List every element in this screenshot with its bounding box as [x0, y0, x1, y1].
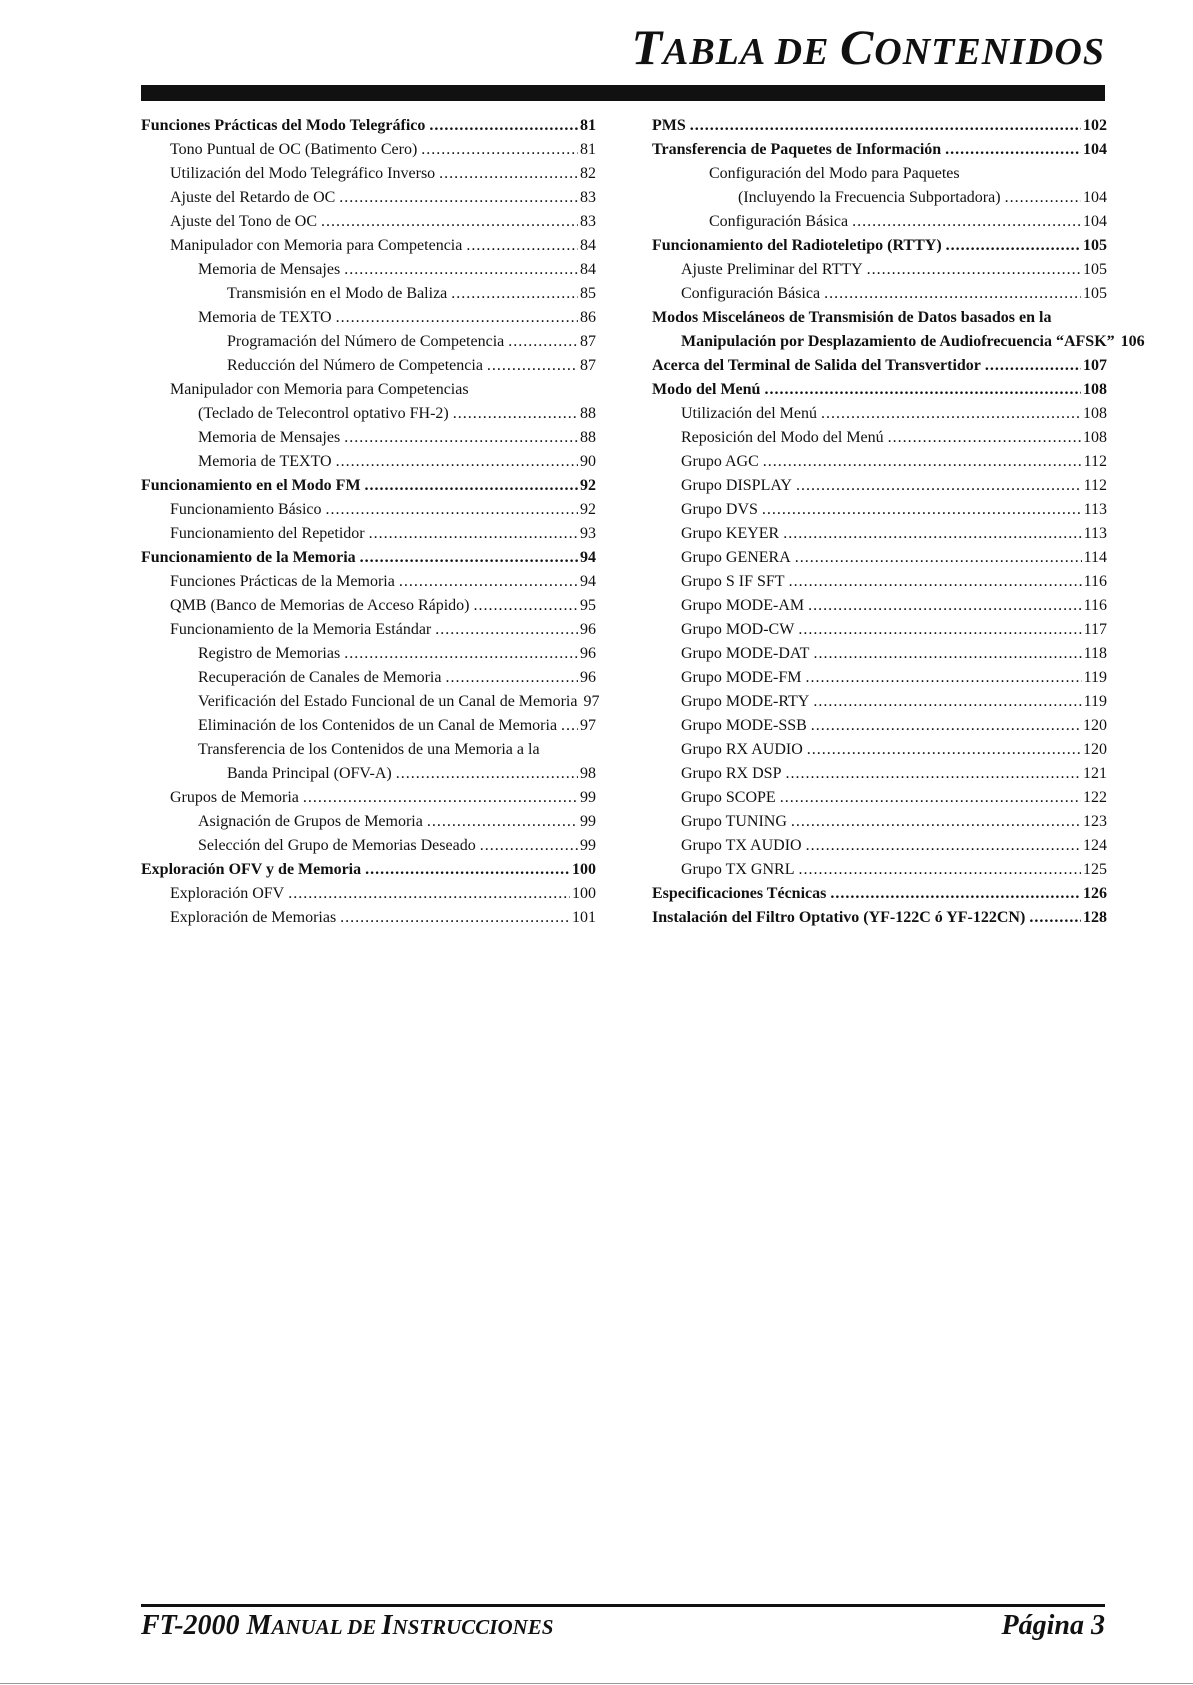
toc-entry: [141, 405, 596, 429]
toc-entry-label: Grupo MOD-CW: [681, 621, 795, 638]
toc-entry-label: Utilización del Modo Telegráfico Inverso: [170, 165, 436, 182]
toc-entry: [652, 165, 1107, 189]
toc-entry-page: 86: [580, 309, 596, 326]
toc-entry-label: Funcionamiento del Repetidor: [170, 525, 365, 542]
toc-entry-label: Utilización del Menú: [681, 405, 817, 422]
toc-entry: [141, 333, 596, 357]
footer-model: FT-2000: [141, 1610, 247, 1641]
toc-entry: [141, 693, 600, 717]
toc-entry: [652, 237, 1107, 261]
toc-entry-label: Programación del Número de Competencia: [227, 333, 505, 350]
toc-entry-label: Memoria de TEXTO: [198, 453, 332, 470]
toc-entry-page: 128: [1083, 909, 1107, 926]
toc-entry-page: 90: [580, 453, 596, 470]
toc-dot-leader: [344, 261, 578, 279]
toc-entry-label: Grupo S IF SFT: [681, 573, 785, 590]
toc-entry: [141, 621, 596, 645]
toc-entry-label: Grupo SCOPE: [681, 789, 776, 806]
toc-entry-page: 97: [580, 717, 596, 734]
toc-entry-page: 116: [1083, 573, 1107, 590]
toc-dot-leader: [421, 141, 578, 159]
toc-entry-page: 125: [1083, 861, 1107, 878]
toc-entry-page: 99: [580, 789, 596, 806]
toc-entry: [652, 885, 1107, 909]
footer-manual-title: [141, 1612, 554, 1640]
toc-entry-page: 108: [1083, 381, 1107, 398]
toc-entry-page: 105: [1083, 285, 1107, 302]
footer-rest-2: NSTRUCCIONES: [392, 1615, 554, 1639]
toc-entry-label: Funciones Prácticas del Modo Telegráfico: [141, 117, 426, 134]
toc-entry-page: 121: [1083, 765, 1107, 782]
toc-dot-leader: [1029, 909, 1081, 927]
toc-dot-leader: [795, 549, 1082, 567]
toc-entry: [141, 837, 596, 861]
toc-dot-leader: [798, 621, 1081, 639]
toc-entry-label: Configuración Básica: [709, 213, 849, 230]
toc-dot-leader: [807, 741, 1081, 759]
toc-entry: [141, 285, 596, 309]
toc-entry-page: 87: [580, 357, 596, 374]
toc-entry: [141, 213, 596, 237]
toc-entry-page: 81: [580, 117, 596, 134]
toc-entry-page: 108: [1083, 429, 1107, 446]
footer-rest-1: ANUAL DE: [271, 1615, 382, 1639]
toc-dot-leader: [451, 285, 578, 303]
toc-entry: [652, 621, 1107, 645]
toc-entry-page: 99: [580, 813, 596, 830]
toc-entry-page: 106: [1120, 333, 1145, 350]
toc-entry-page: 93: [580, 525, 596, 542]
toc-dot-leader: [435, 621, 578, 639]
toc-entry-label: Grupo TUNING: [681, 813, 787, 830]
toc-entry-label: Grupo MODE-RTY: [681, 693, 810, 710]
header-rule: [141, 85, 1105, 101]
toc-dot-leader: [473, 597, 578, 615]
toc-entry-label: Transferencia de Paquetes de Información: [652, 141, 942, 158]
toc-dot-leader: [344, 429, 578, 447]
toc-dot-leader: [336, 309, 578, 327]
toc-entry-page: 87: [580, 333, 596, 350]
toc-dot-leader: [303, 789, 578, 807]
toc-entry-label: Funcionamiento en el Modo FM: [141, 477, 361, 494]
toc-entry: [141, 477, 596, 501]
toc-entry: [141, 429, 596, 453]
toc-entry-page: 88: [580, 429, 596, 446]
toc-dot-leader: [985, 357, 1081, 375]
toc-entry-label: Funcionamiento Básico: [170, 501, 322, 518]
page-title: [631, 19, 1105, 75]
toc-dot-leader: [480, 837, 578, 855]
title-rest-2: ONTENIDOS: [874, 31, 1105, 73]
toc-entry-label: Grupo RX AUDIO: [681, 741, 803, 758]
toc-entry-label: Reposición del Modo del Menú: [681, 429, 884, 446]
toc-dot-leader: [780, 789, 1081, 807]
toc-column-left: [141, 117, 600, 933]
toc-entry: [141, 573, 596, 597]
toc-entry-page: 84: [580, 237, 596, 254]
toc-dot-leader: [946, 237, 1081, 255]
title-cap-1: T: [631, 19, 663, 75]
toc-entry: [652, 549, 1107, 573]
toc-entry: [652, 429, 1107, 453]
toc-entry: [652, 141, 1107, 165]
toc-entry-page: 85: [580, 285, 596, 302]
toc-entry-label: Funcionamiento de la Memoria: [141, 549, 356, 566]
toc-entry: [141, 189, 596, 213]
toc-entry-page: 97: [583, 693, 600, 710]
toc-entry-label: Tono Puntual de OC (Batimento Cero): [170, 141, 418, 158]
toc-entry-page: 95: [580, 597, 596, 614]
toc-entry-label: Exploración OFV y de Memoria: [141, 861, 362, 878]
toc-dot-leader: [811, 717, 1081, 735]
toc-dot-leader: [336, 453, 578, 471]
toc-entry-label: Especificaciones Técnicas: [652, 885, 827, 902]
toc-entry: [141, 717, 596, 741]
footer-cap-2: I: [381, 1610, 393, 1641]
toc-entry-label: Ajuste del Tono de OC: [170, 213, 318, 230]
toc-dot-leader: [888, 429, 1081, 447]
toc-entry-label: Funcionamiento del Radioteletipo (RTTY): [652, 237, 942, 254]
toc-entry-page: 102: [1083, 117, 1107, 134]
toc-entry: [652, 333, 1145, 357]
toc-entry-label: Memoria de TEXTO: [198, 309, 332, 326]
toc-entry-label: Grupo KEYER: [681, 525, 780, 542]
toc-entry-label: Exploración de Memorias: [170, 909, 337, 926]
toc-dot-leader: [762, 501, 1082, 519]
toc-entry-page: 92: [580, 501, 596, 518]
toc-dot-leader: [365, 477, 578, 495]
toc-entry: [141, 765, 596, 789]
toc-entry-page: 88: [580, 405, 596, 422]
toc-entry-label: Grupo AGC: [681, 453, 759, 470]
toc-entry: [141, 669, 596, 693]
toc-entry-page: 126: [1083, 885, 1107, 902]
toc-dot-leader: [427, 813, 578, 831]
toc-dot-leader: [798, 861, 1081, 879]
toc-entry-page: 98: [580, 765, 596, 782]
toc-entry-page: 104: [1083, 213, 1107, 230]
toc-dot-leader: [561, 717, 578, 735]
toc-entry: [141, 237, 596, 261]
toc-entry: [141, 597, 596, 621]
toc-entry-page: 94: [580, 549, 596, 566]
toc-entry: [652, 285, 1107, 309]
toc-entry-label: Grupos de Memoria: [170, 789, 299, 806]
toc-entry-page: 122: [1083, 789, 1107, 806]
toc-entry-page: 104: [1083, 189, 1107, 206]
toc-entry-page: 96: [580, 621, 596, 638]
toc-dot-leader: [824, 285, 1081, 303]
toc-entry-page: 96: [580, 669, 596, 686]
toc-entry: [141, 357, 596, 381]
toc-entry-label: Grupo TX GNRL: [681, 861, 795, 878]
toc-dot-leader: [466, 237, 578, 255]
page-edge-line: [0, 1683, 1193, 1684]
title-rest-1: ABLA DE: [662, 31, 840, 73]
toc-entry-label: Grupo MODE-FM: [681, 669, 802, 686]
toc-entry: [141, 861, 596, 885]
toc-entry: [652, 501, 1107, 525]
toc-entry-page: 120: [1083, 741, 1107, 758]
toc-entry: [141, 501, 596, 525]
toc-entry: [652, 261, 1107, 285]
toc-dot-leader: [445, 669, 578, 687]
toc-dot-leader: [791, 813, 1081, 831]
toc-entry: [652, 669, 1107, 693]
toc-entry-label: (Incluyendo la Frecuencia Subportadora): [738, 189, 1001, 206]
toc-entry-label: Memoria de Mensajes: [198, 261, 341, 278]
toc-entry-page: 101: [572, 909, 596, 926]
toc-dot-leader: [764, 381, 1081, 399]
toc-entry: [652, 405, 1107, 429]
toc-entry-label: Exploración OFV: [170, 885, 285, 902]
toc-entry: [141, 117, 596, 141]
toc-entry: [141, 525, 596, 549]
toc-entry-page: 112: [1083, 453, 1107, 470]
toc-entry: [652, 477, 1107, 501]
toc-entry-label: Banda Principal (OFV-A): [227, 765, 392, 782]
toc-entry-page: 120: [1083, 717, 1107, 734]
toc-dot-leader: [806, 837, 1081, 855]
toc-entry: [652, 117, 1107, 141]
toc-entry-label: Grupo GENERA: [681, 549, 791, 566]
footer-cap-1: M: [246, 1610, 272, 1641]
toc-dot-leader: [439, 165, 578, 183]
toc-entry: [652, 213, 1107, 237]
toc-dot-leader: [429, 117, 578, 135]
toc-dot-leader: [785, 765, 1081, 783]
toc-entry-page: 124: [1083, 837, 1107, 854]
toc-entry-page: 116: [1083, 597, 1107, 614]
toc-entry-page: 83: [580, 213, 596, 230]
toc-entry: [652, 741, 1107, 765]
toc-entry-label: Manipulador con Memoria para Competencias: [170, 381, 469, 398]
toc-entry-label: Modos Misceláneos de Transmisión de Datos basados en la: [652, 309, 1052, 326]
toc-entry: [652, 525, 1107, 549]
toc-entry: [141, 789, 596, 813]
toc-entry-page: 105: [1083, 237, 1107, 254]
toc-entry: [141, 741, 596, 765]
toc-entry-label: Reducción del Número de Competencia: [227, 357, 483, 374]
toc-entry: [652, 189, 1107, 213]
toc-dot-leader: [821, 405, 1081, 423]
toc-dot-leader: [369, 525, 578, 543]
toc-dot-leader: [487, 357, 578, 375]
toc-dot-leader: [326, 501, 578, 519]
toc-entry: [652, 765, 1107, 789]
toc-dot-leader: [340, 909, 570, 927]
toc-dot-leader: [852, 213, 1081, 231]
toc-entry-label: Grupo MODE-DAT: [681, 645, 810, 662]
toc-dot-leader: [830, 885, 1081, 903]
toc-dot-leader: [508, 333, 578, 351]
toc-dot-leader: [808, 597, 1081, 615]
toc-entry: [141, 165, 596, 189]
toc-dot-leader: [344, 645, 578, 663]
toc-entry-label: Selección del Grupo de Memorias Deseado: [198, 837, 476, 854]
toc-entry-label: Ajuste Preliminar del RTTY: [681, 261, 863, 278]
toc-entry: [652, 645, 1107, 669]
toc-entry-page: 105: [1083, 261, 1107, 278]
toc-entry-label: (Teclado de Telecontrol optativo FH-2): [198, 405, 449, 422]
toc-dot-leader: [763, 453, 1082, 471]
title-cap-2: C: [839, 19, 875, 75]
toc-entry-label: Registro de Memorias: [198, 645, 341, 662]
toc-entry-label: Instalación del Filtro Optativo (YF-122C ó YF-122CN): [652, 909, 1026, 926]
toc-entry-label: Modo del Menú: [652, 381, 761, 398]
toc-entry: [652, 597, 1107, 621]
toc-entry-label: Grupo DVS: [681, 501, 758, 518]
toc-dot-leader: [1005, 189, 1081, 207]
toc-dot-leader: [360, 549, 578, 567]
toc-dot-leader: [867, 261, 1081, 279]
toc-entry-page: 96: [580, 645, 596, 662]
toc-entry: [652, 693, 1107, 717]
toc-dot-leader: [396, 765, 578, 783]
toc-entry-label: Asignación de Grupos de Memoria: [198, 813, 423, 830]
toc-entry: [141, 453, 596, 477]
toc-entry-label: Grupo TX AUDIO: [681, 837, 802, 854]
toc-entry: [652, 837, 1107, 861]
toc-entry: [141, 885, 596, 909]
toc-entry-label: Funcionamiento de la Memoria Estándar: [170, 621, 432, 638]
toc-entry-label: Eliminación de los Contenidos de un Canal de Memoria: [198, 717, 558, 734]
toc-entry: [652, 381, 1107, 405]
toc-entry-label: Verificación del Estado Funcional de un Canal de Memoria: [198, 693, 578, 710]
toc-dot-leader: [339, 189, 578, 207]
toc-entry-page: 113: [1083, 501, 1107, 518]
toc-entry: [652, 453, 1107, 477]
toc-entry-page: 112: [1083, 477, 1107, 494]
toc-entry-label: Configuración del Modo para Paquetes: [709, 165, 960, 182]
toc-entry-label: Grupo DISPLAY: [681, 477, 792, 494]
toc-entry-page: 81: [580, 141, 596, 158]
toc-dot-leader: [805, 669, 1081, 687]
toc-entry: [652, 309, 1107, 333]
toc-entry-page: 84: [580, 261, 596, 278]
toc-entry: [652, 357, 1107, 381]
toc-entry-label: Transferencia de los Contenidos de una Memoria a la: [198, 741, 540, 758]
toc-entry-label: PMS: [652, 117, 686, 134]
toc-entry-page: 100: [572, 885, 596, 902]
toc-entry-page: 119: [1083, 693, 1107, 710]
toc-entry-label: QMB (Banco de Memorias de Acceso Rápido): [170, 597, 470, 614]
toc-entry-label: Acerca del Terminal de Salida del Transvertidor: [652, 357, 981, 374]
toc-dot-leader: [783, 525, 1081, 543]
toc-dot-leader: [321, 213, 578, 231]
toc-entry-label: Manipulador con Memoria para Competencia: [170, 237, 463, 254]
toc-entry-label: Grupo MODE-SSB: [681, 717, 807, 734]
toc-dot-leader: [796, 477, 1082, 495]
toc-entry-page: 94: [580, 573, 596, 590]
toc-dot-leader: [813, 645, 1081, 663]
toc-entry-label: Transmisión en el Modo de Baliza: [227, 285, 448, 302]
toc-dot-leader: [453, 405, 578, 423]
toc-dot-leader: [288, 885, 570, 903]
toc-entry-page: 108: [1083, 405, 1107, 422]
toc-entry: [141, 309, 596, 333]
toc-entry-page: 113: [1083, 525, 1107, 542]
footer-page-number: Página 3: [1001, 1610, 1105, 1641]
toc-dot-leader: [365, 861, 570, 879]
toc-dot-leader: [690, 117, 1081, 135]
toc-entry-page: 123: [1083, 813, 1107, 830]
toc-entry: [141, 813, 596, 837]
toc-entry-page: 119: [1083, 669, 1107, 686]
toc-entry-page: 118: [1083, 645, 1107, 662]
toc-entry: [652, 909, 1107, 933]
toc-dot-leader: [789, 573, 1082, 591]
toc-entry: [141, 381, 596, 405]
toc-entry-label: Manipulación por Desplazamiento de Audiofrecuencia “AFSK”: [681, 333, 1115, 350]
toc-entry-label: Grupo MODE-AM: [681, 597, 805, 614]
toc-entry-page: 99: [580, 837, 596, 854]
toc-entry: [652, 717, 1107, 741]
toc-entry-page: 92: [580, 477, 596, 494]
toc-entry-page: 83: [580, 189, 596, 206]
toc-entry: [652, 861, 1107, 885]
toc-entry-label: Configuración Básica: [681, 285, 821, 302]
toc-entry-label: Funciones Prácticas de la Memoria: [170, 573, 395, 590]
toc-entry: [141, 141, 596, 165]
toc-entry: [141, 645, 596, 669]
toc-entry: [141, 909, 596, 933]
toc-dot-leader: [399, 573, 578, 591]
toc-entry-page: 117: [1083, 621, 1107, 638]
toc-entry-page: 114: [1083, 549, 1107, 566]
toc-entry-label: Grupo RX DSP: [681, 765, 782, 782]
toc-dot-leader: [945, 141, 1081, 159]
toc-entry-label: Memoria de Mensajes: [198, 429, 341, 446]
toc-entry-page: 107: [1083, 357, 1107, 374]
toc-column-right: [652, 117, 1145, 933]
toc-entry: [141, 549, 596, 573]
toc-dot-leader: [813, 693, 1081, 711]
toc-entry: [652, 573, 1107, 597]
toc-entry-label: Recuperación de Canales de Memoria: [198, 669, 442, 686]
footer-rule: [141, 1604, 1105, 1607]
toc-entry-label: Ajuste del Retardo de OC: [170, 189, 336, 206]
toc-entry: [652, 813, 1107, 837]
toc-entry: [652, 789, 1107, 813]
toc-entry-page: 100: [572, 861, 596, 878]
toc-entry-page: 82: [580, 165, 596, 182]
toc-entry: [141, 261, 596, 285]
toc-entry-page: 104: [1083, 141, 1107, 158]
